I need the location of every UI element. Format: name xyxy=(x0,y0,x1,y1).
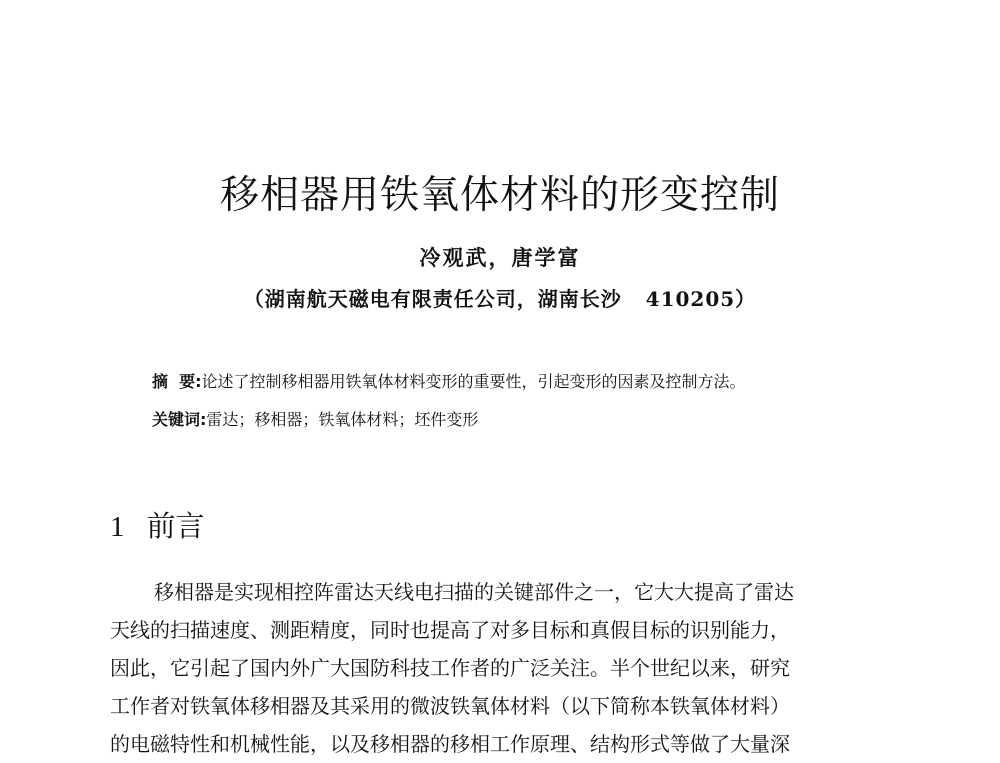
paper-authors: 冷观武，唐学富 xyxy=(419,245,581,270)
keywords-label: 关键词: xyxy=(152,410,207,429)
body-line: 因此，它引起了国内外广大国防科技工作者的广泛关注。半个世纪以来，研究 xyxy=(110,656,790,680)
keywords-text: 雷达；移相器；铁氧体材料；坯件变形 xyxy=(206,410,479,429)
section-title: 前言 xyxy=(146,509,205,543)
abstract-label: 摘 要: xyxy=(152,372,202,391)
body-line: 的电磁特性和机械性能，以及移相器的移相工作原理、结构形式等做了大量深 xyxy=(110,732,790,756)
body-line: 工作者对铁氧体移相器及其采用的微波铁氧体材料（以下简称本铁氧体材料） xyxy=(110,694,790,718)
abstract xyxy=(152,370,942,394)
section-number: 1 xyxy=(110,511,125,543)
section-heading xyxy=(110,508,205,545)
body-line: 天线的扫描速度、测距精度，同时也提高了对多目标和真假目标的识别能力， xyxy=(110,618,790,642)
body-line: 移相器是实现相控阵雷达天线电扫描的关键部件之一，它大大提高了雷达 xyxy=(154,580,794,604)
abstract-text: 论述了控制移相器用铁氧体材料变形的重要性，引起变形的因素及控制方法。 xyxy=(201,372,746,391)
keywords xyxy=(152,408,942,432)
paper-title: 移相器用铁氧体材料的形变控制 xyxy=(219,173,780,218)
body-paragraph xyxy=(110,573,900,763)
author-affiliation: （湖南航天磁电有限责任公司，湖南长沙 410205） xyxy=(243,287,757,311)
